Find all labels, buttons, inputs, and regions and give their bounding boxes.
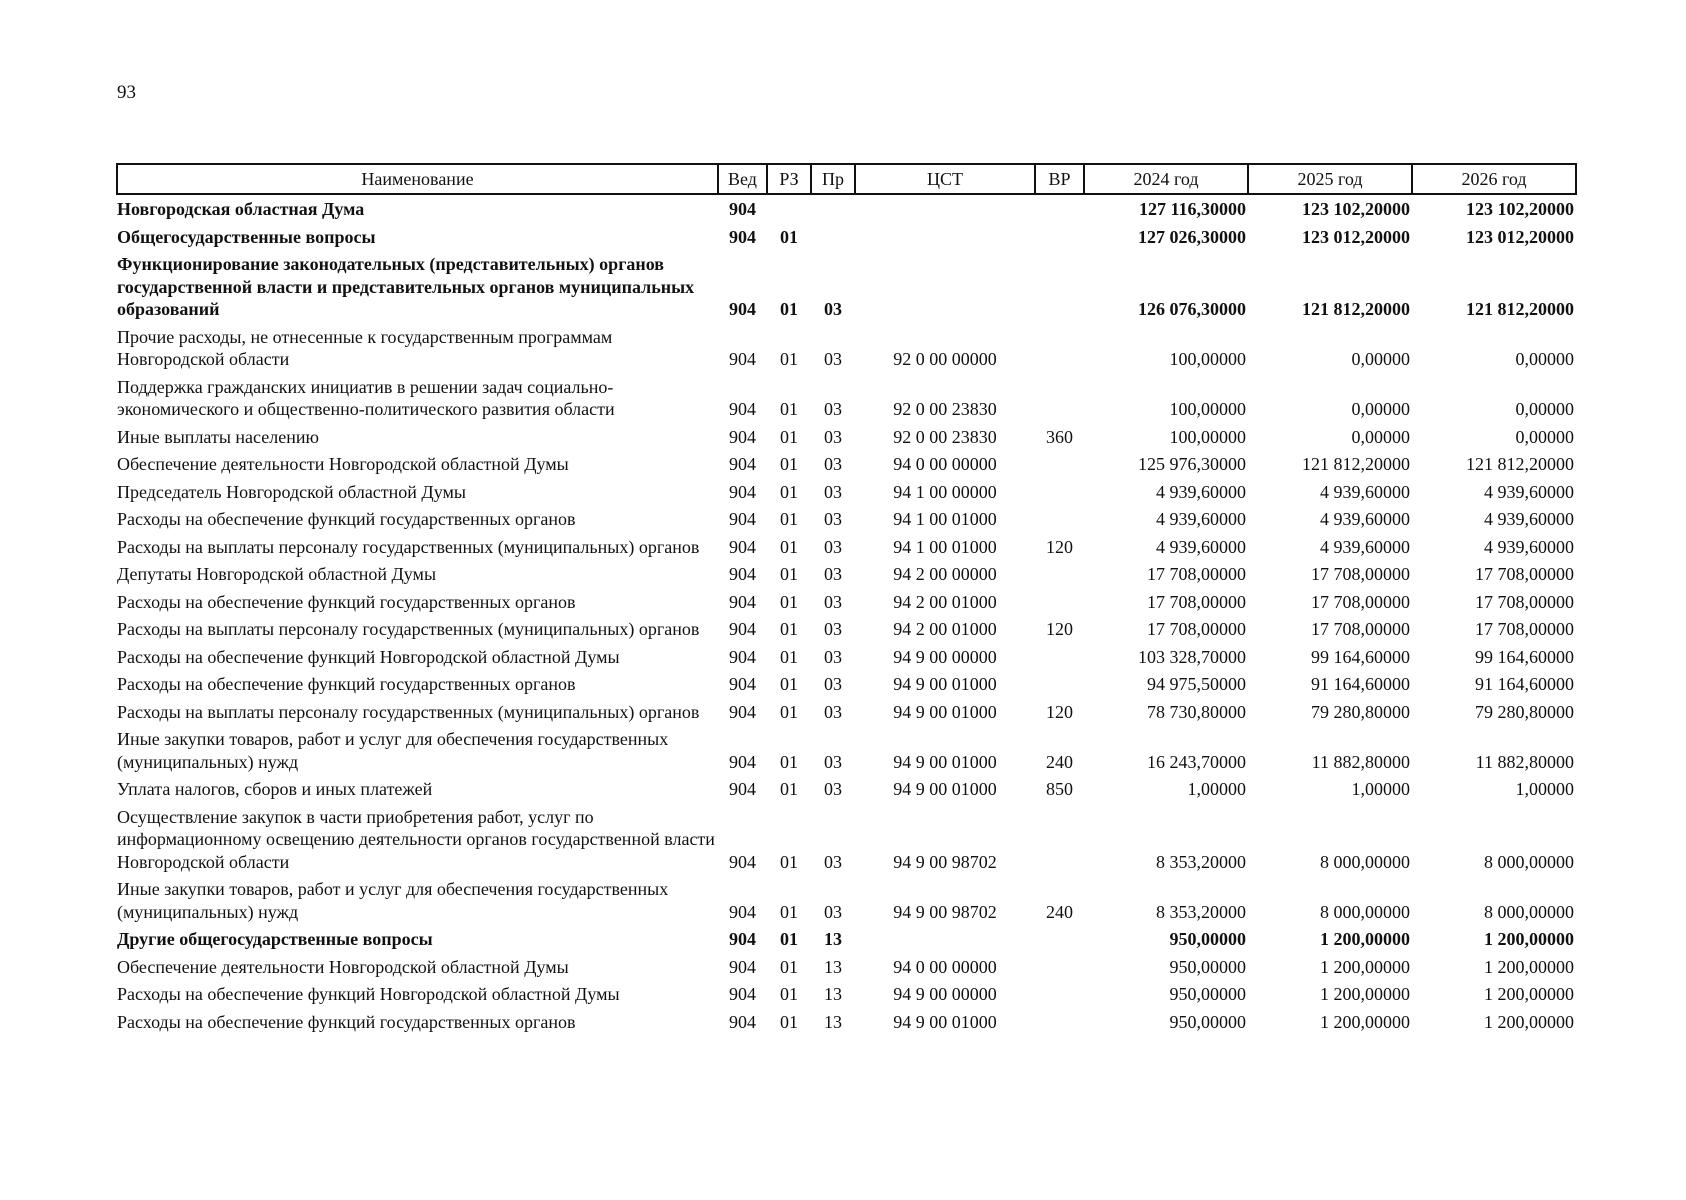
cell-cst [855, 925, 1035, 953]
cell-ved: 904 [729, 509, 756, 529]
cell-cst: 94 1 00 00000 [893, 481, 997, 502]
cell-pr: 13 [824, 956, 842, 977]
cell-rz: 01 [780, 349, 798, 369]
cell-y2024: 100,00000 [1169, 426, 1246, 447]
table-row [117, 875, 1576, 925]
cell-rz: 01 [780, 851, 798, 872]
cell-vr [1035, 373, 1084, 423]
cell-cst: 94 2 00 01000 [893, 591, 997, 612]
cell-pr: 03 [824, 619, 842, 639]
cell-y2024: 78 730,80000 [1147, 701, 1246, 722]
cell-y2024: 100,00000 [1169, 399, 1246, 419]
cell-name: Поддержка гражданских инициатив в решении задач социально-экономического и общественно-политического развития области [117, 376, 615, 419]
cell-name: Расходы на выплаты персоналу государственных (муниципальных) органов [117, 701, 700, 722]
cell-rz: 01 [780, 901, 798, 922]
cell-y2026: 8 000,00000 [1484, 901, 1574, 922]
cell-rz: 01 [780, 779, 798, 799]
cell-y2024: 127 026,30000 [1138, 226, 1246, 247]
cell-y2026: 17 708,00000 [1475, 619, 1574, 639]
cell-y2024: 4 939,60000 [1156, 481, 1246, 502]
table-row [117, 953, 1576, 981]
cell-y2024: 950,00000 [1169, 1011, 1246, 1032]
header-name: Наименование [117, 164, 718, 194]
cell-rz: 01 [780, 929, 798, 949]
cell-name: Расходы на обеспечение функций Новгородской областной Думы [117, 646, 620, 667]
cell-name: Председатель Новгородской областной Думы [117, 481, 466, 502]
cell-y2025: 123 102,20000 [1302, 199, 1410, 219]
cell-vr [1035, 560, 1084, 588]
cell-rz: 01 [780, 619, 798, 639]
cell-vr [1035, 925, 1084, 953]
cell-pr: 03 [824, 399, 842, 419]
table-row [117, 373, 1576, 423]
cell-y2024: 125 976,30000 [1138, 454, 1246, 474]
cell-y2026: 121 812,20000 [1466, 454, 1574, 474]
cell-name: Расходы на выплаты персоналу государственных (муниципальных) органов [117, 536, 700, 557]
cell-y2024: 100,00000 [1169, 349, 1246, 369]
cell-y2024: 1,00000 [1187, 779, 1246, 799]
cell-y2025: 121 812,20000 [1302, 454, 1410, 474]
table-row [117, 615, 1576, 643]
cell-y2025: 1,00000 [1351, 779, 1410, 799]
cell-pr: 13 [824, 929, 842, 949]
cell-ved: 904 [729, 1011, 756, 1032]
table-row [117, 980, 1576, 1008]
cell-cst [855, 194, 1035, 223]
cell-pr: 03 [824, 701, 842, 722]
cell-ved: 904 [729, 226, 756, 247]
cell-name: Функционирование законодательных (представительных) органов государственной власти и представительных органов муниципальных образований [117, 254, 695, 319]
cell-pr: 03 [824, 751, 842, 772]
cell-ved: 904 [729, 299, 756, 319]
cell-name: Обеспечение деятельности Новгородской областной Думы [117, 956, 569, 977]
cell-pr: 03 [824, 299, 842, 319]
cell-name: Иные выплаты населению [117, 426, 319, 447]
table-row [117, 725, 1576, 775]
cell-vr: 850 [1046, 779, 1073, 799]
cell-name: Депутаты Новгородской областной Думы [117, 564, 437, 584]
cell-rz [767, 194, 811, 223]
cell-y2026: 4 939,60000 [1484, 536, 1574, 557]
cell-y2026: 4 939,60000 [1484, 509, 1574, 529]
cell-cst: 94 9 00 01000 [893, 779, 997, 799]
header-ved: Вед [718, 164, 767, 194]
cell-ved: 904 [729, 199, 756, 219]
cell-y2024: 127 116,30000 [1138, 199, 1246, 219]
cell-y2024: 950,00000 [1169, 984, 1246, 1004]
cell-y2024: 4 939,60000 [1156, 536, 1246, 557]
cell-cst: 92 0 00 23830 [893, 399, 997, 419]
cell-y2024: 17 708,00000 [1147, 619, 1246, 639]
cell-rz: 01 [780, 701, 798, 722]
cell-pr [811, 223, 855, 251]
cell-name: Новгородская областная Дума [117, 199, 365, 219]
cell-pr: 03 [824, 509, 842, 529]
cell-vr: 120 [1046, 536, 1073, 557]
cell-cst: 94 2 00 01000 [893, 619, 997, 639]
cell-cst: 94 0 00 00000 [893, 956, 997, 977]
cell-y2026: 4 939,60000 [1484, 481, 1574, 502]
cell-y2024: 4 939,60000 [1156, 509, 1246, 529]
cell-ved: 904 [729, 984, 756, 1004]
cell-vr [1035, 588, 1084, 616]
cell-cst: 94 9 00 01000 [893, 701, 997, 722]
cell-y2024: 950,00000 [1169, 929, 1246, 949]
cell-cst: 94 0 00 00000 [893, 454, 997, 474]
cell-pr: 13 [824, 1011, 842, 1032]
cell-pr: 03 [824, 536, 842, 557]
cell-ved: 904 [729, 591, 756, 612]
cell-y2025: 1 200,00000 [1320, 956, 1410, 977]
header-2025: 2025 год [1248, 164, 1412, 194]
cell-name: Общегосударственные вопросы [117, 226, 376, 247]
cell-y2026: 1 200,00000 [1484, 956, 1574, 977]
cell-vr [1035, 505, 1084, 533]
cell-name: Расходы на обеспечение функций Новгородской областной Думы [117, 984, 620, 1004]
table-row [117, 1008, 1576, 1036]
cell-cst: 94 9 00 01000 [893, 751, 997, 772]
cell-y2024: 950,00000 [1169, 956, 1246, 977]
table-row [117, 698, 1576, 726]
cell-ved: 904 [729, 536, 756, 557]
cell-name: Другие общегосударственные вопросы [117, 929, 433, 949]
cell-y2025: 1 200,00000 [1320, 984, 1410, 1004]
cell-ved: 904 [729, 929, 756, 949]
cell-pr: 03 [824, 646, 842, 667]
cell-vr: 240 [1046, 901, 1073, 922]
cell-vr [1035, 194, 1084, 223]
cell-y2026: 79 280,80000 [1475, 701, 1574, 722]
cell-y2026: 17 708,00000 [1475, 564, 1574, 584]
cell-y2025: 11 882,80000 [1311, 751, 1410, 772]
cell-cst: 94 9 00 01000 [893, 1011, 997, 1032]
cell-y2025: 4 939,60000 [1320, 481, 1410, 502]
cell-name: Расходы на обеспечение функций государственных органов [117, 1011, 576, 1032]
cell-pr: 03 [824, 564, 842, 584]
cell-rz: 01 [780, 226, 798, 247]
cell-y2025: 99 164,60000 [1311, 646, 1410, 667]
cell-name: Иные закупки товаров, работ и услуг для обеспечения государственных (муниципальных) нужд [117, 729, 669, 772]
cell-pr: 03 [824, 426, 842, 447]
cell-cst: 94 1 00 01000 [893, 536, 997, 557]
table-row [117, 194, 1576, 223]
cell-pr: 03 [824, 901, 842, 922]
cell-cst: 94 9 00 98702 [893, 851, 997, 872]
cell-rz: 01 [780, 509, 798, 529]
cell-pr: 03 [824, 481, 842, 502]
cell-y2025: 91 164,60000 [1311, 674, 1410, 694]
cell-rz: 01 [780, 399, 798, 419]
cell-y2025: 4 939,60000 [1320, 536, 1410, 557]
cell-pr: 03 [824, 779, 842, 799]
table-body [117, 194, 1576, 1035]
cell-pr [811, 194, 855, 223]
cell-ved: 904 [729, 619, 756, 639]
cell-y2025: 123 012,20000 [1302, 226, 1410, 247]
cell-name: Обеспечение деятельности Новгородской областной Думы [117, 454, 569, 474]
table-row [117, 925, 1576, 953]
cell-ved: 904 [729, 564, 756, 584]
cell-y2026: 0,00000 [1515, 349, 1574, 369]
cell-ved: 904 [729, 674, 756, 694]
cell-ved: 904 [729, 399, 756, 419]
cell-y2024: 126 076,30000 [1138, 299, 1246, 319]
cell-vr [1035, 803, 1084, 876]
cell-y2025: 4 939,60000 [1320, 509, 1410, 529]
table-row [117, 223, 1576, 251]
cell-ved: 904 [729, 901, 756, 922]
table-row [117, 505, 1576, 533]
cell-y2026: 121 812,20000 [1466, 299, 1574, 319]
cell-vr: 360 [1046, 426, 1073, 447]
header-rz: РЗ [767, 164, 811, 194]
cell-rz: 01 [780, 674, 798, 694]
cell-pr: 03 [824, 674, 842, 694]
cell-y2026: 0,00000 [1515, 399, 1574, 419]
cell-ved: 904 [729, 701, 756, 722]
cell-y2024: 103 328,70000 [1138, 646, 1246, 667]
cell-cst: 94 9 00 98702 [893, 901, 997, 922]
cell-y2025: 0,00000 [1351, 349, 1410, 369]
table-row [117, 533, 1576, 561]
cell-cst: 94 9 00 00000 [893, 984, 997, 1004]
cell-y2026: 1 200,00000 [1484, 984, 1574, 1004]
cell-vr [1035, 953, 1084, 981]
cell-y2025: 8 000,00000 [1320, 901, 1410, 922]
cell-y2024: 8 353,20000 [1156, 851, 1246, 872]
cell-y2025: 0,00000 [1351, 399, 1410, 419]
cell-rz: 01 [780, 299, 798, 319]
table-row [117, 588, 1576, 616]
cell-y2026: 99 164,60000 [1475, 646, 1574, 667]
cell-vr [1035, 323, 1084, 373]
cell-name: Расходы на выплаты персоналу государственных (муниципальных) органов [117, 619, 700, 639]
cell-vr [1035, 223, 1084, 251]
cell-rz: 01 [780, 1011, 798, 1032]
cell-ved: 904 [729, 956, 756, 977]
cell-name: Осуществление закупок в части приобретения работ, услуг по информационному освещению деятельности органов государственной власти Новгородской области [117, 806, 715, 872]
cell-vr: 120 [1046, 619, 1073, 639]
table-row [117, 450, 1576, 478]
cell-y2026: 11 882,80000 [1475, 751, 1574, 772]
cell-ved: 904 [729, 349, 756, 369]
table-row [117, 775, 1576, 803]
cell-pr: 13 [824, 984, 842, 1004]
cell-ved: 904 [729, 646, 756, 667]
cell-y2026: 8 000,00000 [1484, 851, 1574, 872]
cell-cst: 94 9 00 01000 [893, 674, 997, 694]
cell-y2026: 123 102,20000 [1466, 199, 1574, 219]
cell-ved: 904 [729, 426, 756, 447]
header-2024: 2024 год [1084, 164, 1248, 194]
cell-y2025: 8 000,00000 [1320, 851, 1410, 872]
cell-vr: 240 [1046, 751, 1073, 772]
cell-cst: 94 1 00 01000 [893, 509, 997, 529]
cell-rz: 01 [780, 564, 798, 584]
cell-y2024: 8 353,20000 [1156, 901, 1246, 922]
cell-y2026: 123 012,20000 [1466, 226, 1574, 247]
cell-vr [1035, 478, 1084, 506]
cell-pr: 03 [824, 454, 842, 474]
cell-name: Расходы на обеспечение функций государственных органов [117, 591, 576, 612]
cell-cst: 92 0 00 00000 [893, 349, 997, 369]
cell-vr [1035, 980, 1084, 1008]
cell-rz: 01 [780, 751, 798, 772]
cell-ved: 904 [729, 481, 756, 502]
cell-y2025: 17 708,00000 [1311, 591, 1410, 612]
cell-pr: 03 [824, 349, 842, 369]
cell-rz: 01 [780, 426, 798, 447]
header-row [117, 164, 1576, 194]
cell-rz: 01 [780, 536, 798, 557]
cell-name: Уплата налогов, сборов и иных платежей [117, 779, 433, 799]
cell-vr [1035, 1008, 1084, 1036]
cell-rz: 01 [780, 956, 798, 977]
cell-vr [1035, 643, 1084, 671]
cell-vr: 120 [1046, 701, 1073, 722]
cell-vr [1035, 450, 1084, 478]
table-row [117, 323, 1576, 373]
cell-ved: 904 [729, 779, 756, 799]
cell-y2026: 17 708,00000 [1475, 591, 1574, 612]
cell-cst: 94 2 00 00000 [893, 564, 997, 584]
cell-cst: 94 9 00 00000 [893, 646, 997, 667]
cell-name: Прочие расходы, не отнесенные к государственным программам Новгородской области [117, 326, 613, 369]
cell-y2025: 79 280,80000 [1311, 701, 1410, 722]
cell-rz: 01 [780, 481, 798, 502]
cell-vr [1035, 250, 1084, 323]
cell-rz: 01 [780, 454, 798, 474]
header-pr: Пр [811, 164, 855, 194]
budget-table [116, 163, 1577, 1035]
cell-y2025: 0,00000 [1351, 426, 1410, 447]
cell-y2026: 91 164,60000 [1475, 674, 1574, 694]
cell-y2024: 16 243,70000 [1147, 751, 1246, 772]
cell-cst [855, 223, 1035, 251]
table-row [117, 478, 1576, 506]
cell-name: Расходы на обеспечение функций государственных органов [117, 509, 576, 529]
cell-y2026: 1,00000 [1515, 779, 1574, 799]
table-row [117, 643, 1576, 671]
cell-y2024: 17 708,00000 [1147, 591, 1246, 612]
cell-vr [1035, 670, 1084, 698]
table-row [117, 560, 1576, 588]
cell-rz: 01 [780, 646, 798, 667]
cell-pr: 03 [824, 851, 842, 872]
cell-y2024: 94 975,50000 [1147, 674, 1246, 694]
cell-y2024: 17 708,00000 [1147, 564, 1246, 584]
cell-y2025: 1 200,00000 [1320, 929, 1410, 949]
table-row [117, 670, 1576, 698]
cell-cst [855, 250, 1035, 323]
cell-name: Иные закупки товаров, работ и услуг для обеспечения государственных (муниципальных) нужд [117, 879, 669, 922]
cell-rz: 01 [780, 591, 798, 612]
header-vr: ВР [1035, 164, 1084, 194]
cell-cst: 92 0 00 23830 [893, 426, 997, 447]
table-row [117, 803, 1576, 876]
cell-y2026: 1 200,00000 [1484, 929, 1574, 949]
cell-y2025: 17 708,00000 [1311, 564, 1410, 584]
cell-rz: 01 [780, 984, 798, 1004]
header-2026: 2026 год [1412, 164, 1576, 194]
header-cst: ЦСТ [855, 164, 1035, 194]
cell-y2026: 1 200,00000 [1484, 1011, 1574, 1032]
cell-y2025: 121 812,20000 [1302, 299, 1410, 319]
cell-ved: 904 [729, 751, 756, 772]
cell-y2025: 17 708,00000 [1311, 619, 1410, 639]
cell-y2026: 0,00000 [1515, 426, 1574, 447]
cell-ved: 904 [729, 851, 756, 872]
cell-y2025: 1 200,00000 [1320, 1011, 1410, 1032]
table-row [117, 250, 1576, 323]
cell-pr: 03 [824, 591, 842, 612]
cell-name: Расходы на обеспечение функций государственных органов [117, 674, 576, 694]
table-row [117, 423, 1576, 451]
table-header [117, 164, 1576, 194]
page-number: 93 [117, 82, 136, 103]
cell-ved: 904 [729, 454, 756, 474]
